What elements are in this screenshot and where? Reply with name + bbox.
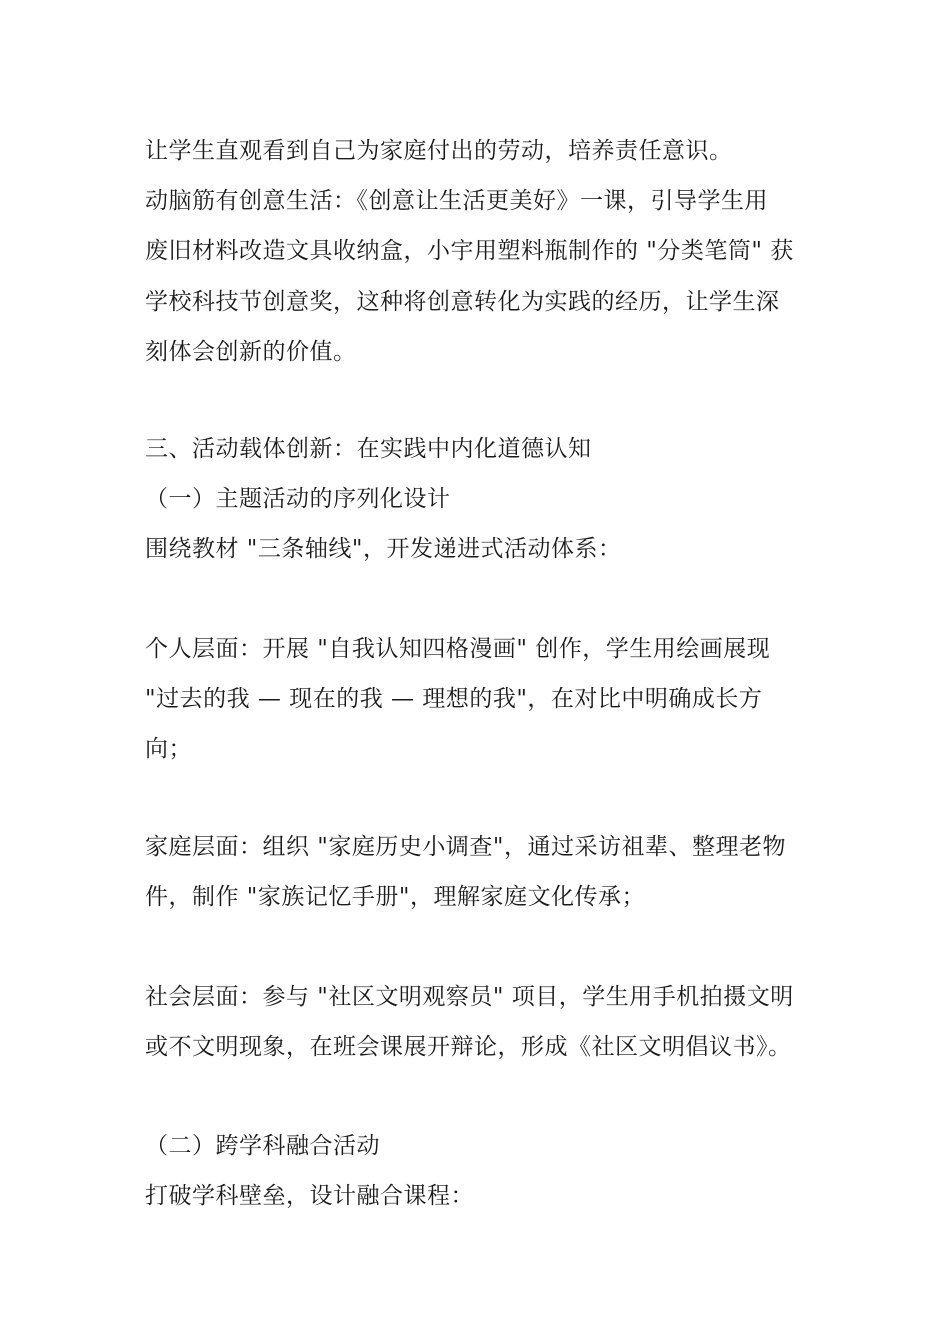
paragraph-line: "过去的我 — 现在的我 — 理想的我"，在对比中明确成长方 xyxy=(145,686,763,712)
paragraph-line: 打破学科壁垒，设计融合课程： xyxy=(145,1183,474,1209)
section-heading: 三、活动载体创新：在实践中内化道德认知 xyxy=(145,436,592,462)
paragraph-line: 学校科技节创意奖，这种将创意转化为实践的经历，让学生深 xyxy=(145,289,780,315)
paragraph-line: 废旧材料改造文具收纳盒，小宇用塑料瓶制作的 "分类笔筒" 获 xyxy=(145,238,794,264)
subsection-heading: （一）主题活动的序列化设计 xyxy=(145,486,451,512)
paragraph-line: 家庭层面：组织 "家庭历史小调查"，通过采访祖辈、整理老物 xyxy=(145,834,786,860)
paragraph-line: 向； xyxy=(145,736,192,762)
paragraph-line: 社会层面：参与 "社区文明观察员" 项目，学生用手机拍摄文明 xyxy=(145,984,794,1010)
paragraph-line: 动脑筋有创意生活：《创意让生活更美好》一课，引导学生用 xyxy=(145,188,768,214)
paragraph-line: 围绕教材 "三条轴线"，开发递进式活动体系： xyxy=(145,536,622,562)
paragraph-line: 件，制作 "家族记忆手册"，理解家庭文化传承； xyxy=(145,884,645,910)
subsection-heading: （二）跨学科融合活动 xyxy=(145,1133,380,1159)
paragraph-line: 让学生直观看到自己为家庭付出的劳动，培养责任意识。 xyxy=(145,138,733,164)
paragraph-line: 个人层面：开展 "自我认知四格漫画" 创作，学生用绘画展现 xyxy=(145,636,771,662)
paragraph-line: 或不文明现象，在班会课展开辩论，形成《社区文明倡议书》。 xyxy=(145,1034,792,1060)
paragraph-line: 刻体会创新的价值。 xyxy=(145,339,357,365)
